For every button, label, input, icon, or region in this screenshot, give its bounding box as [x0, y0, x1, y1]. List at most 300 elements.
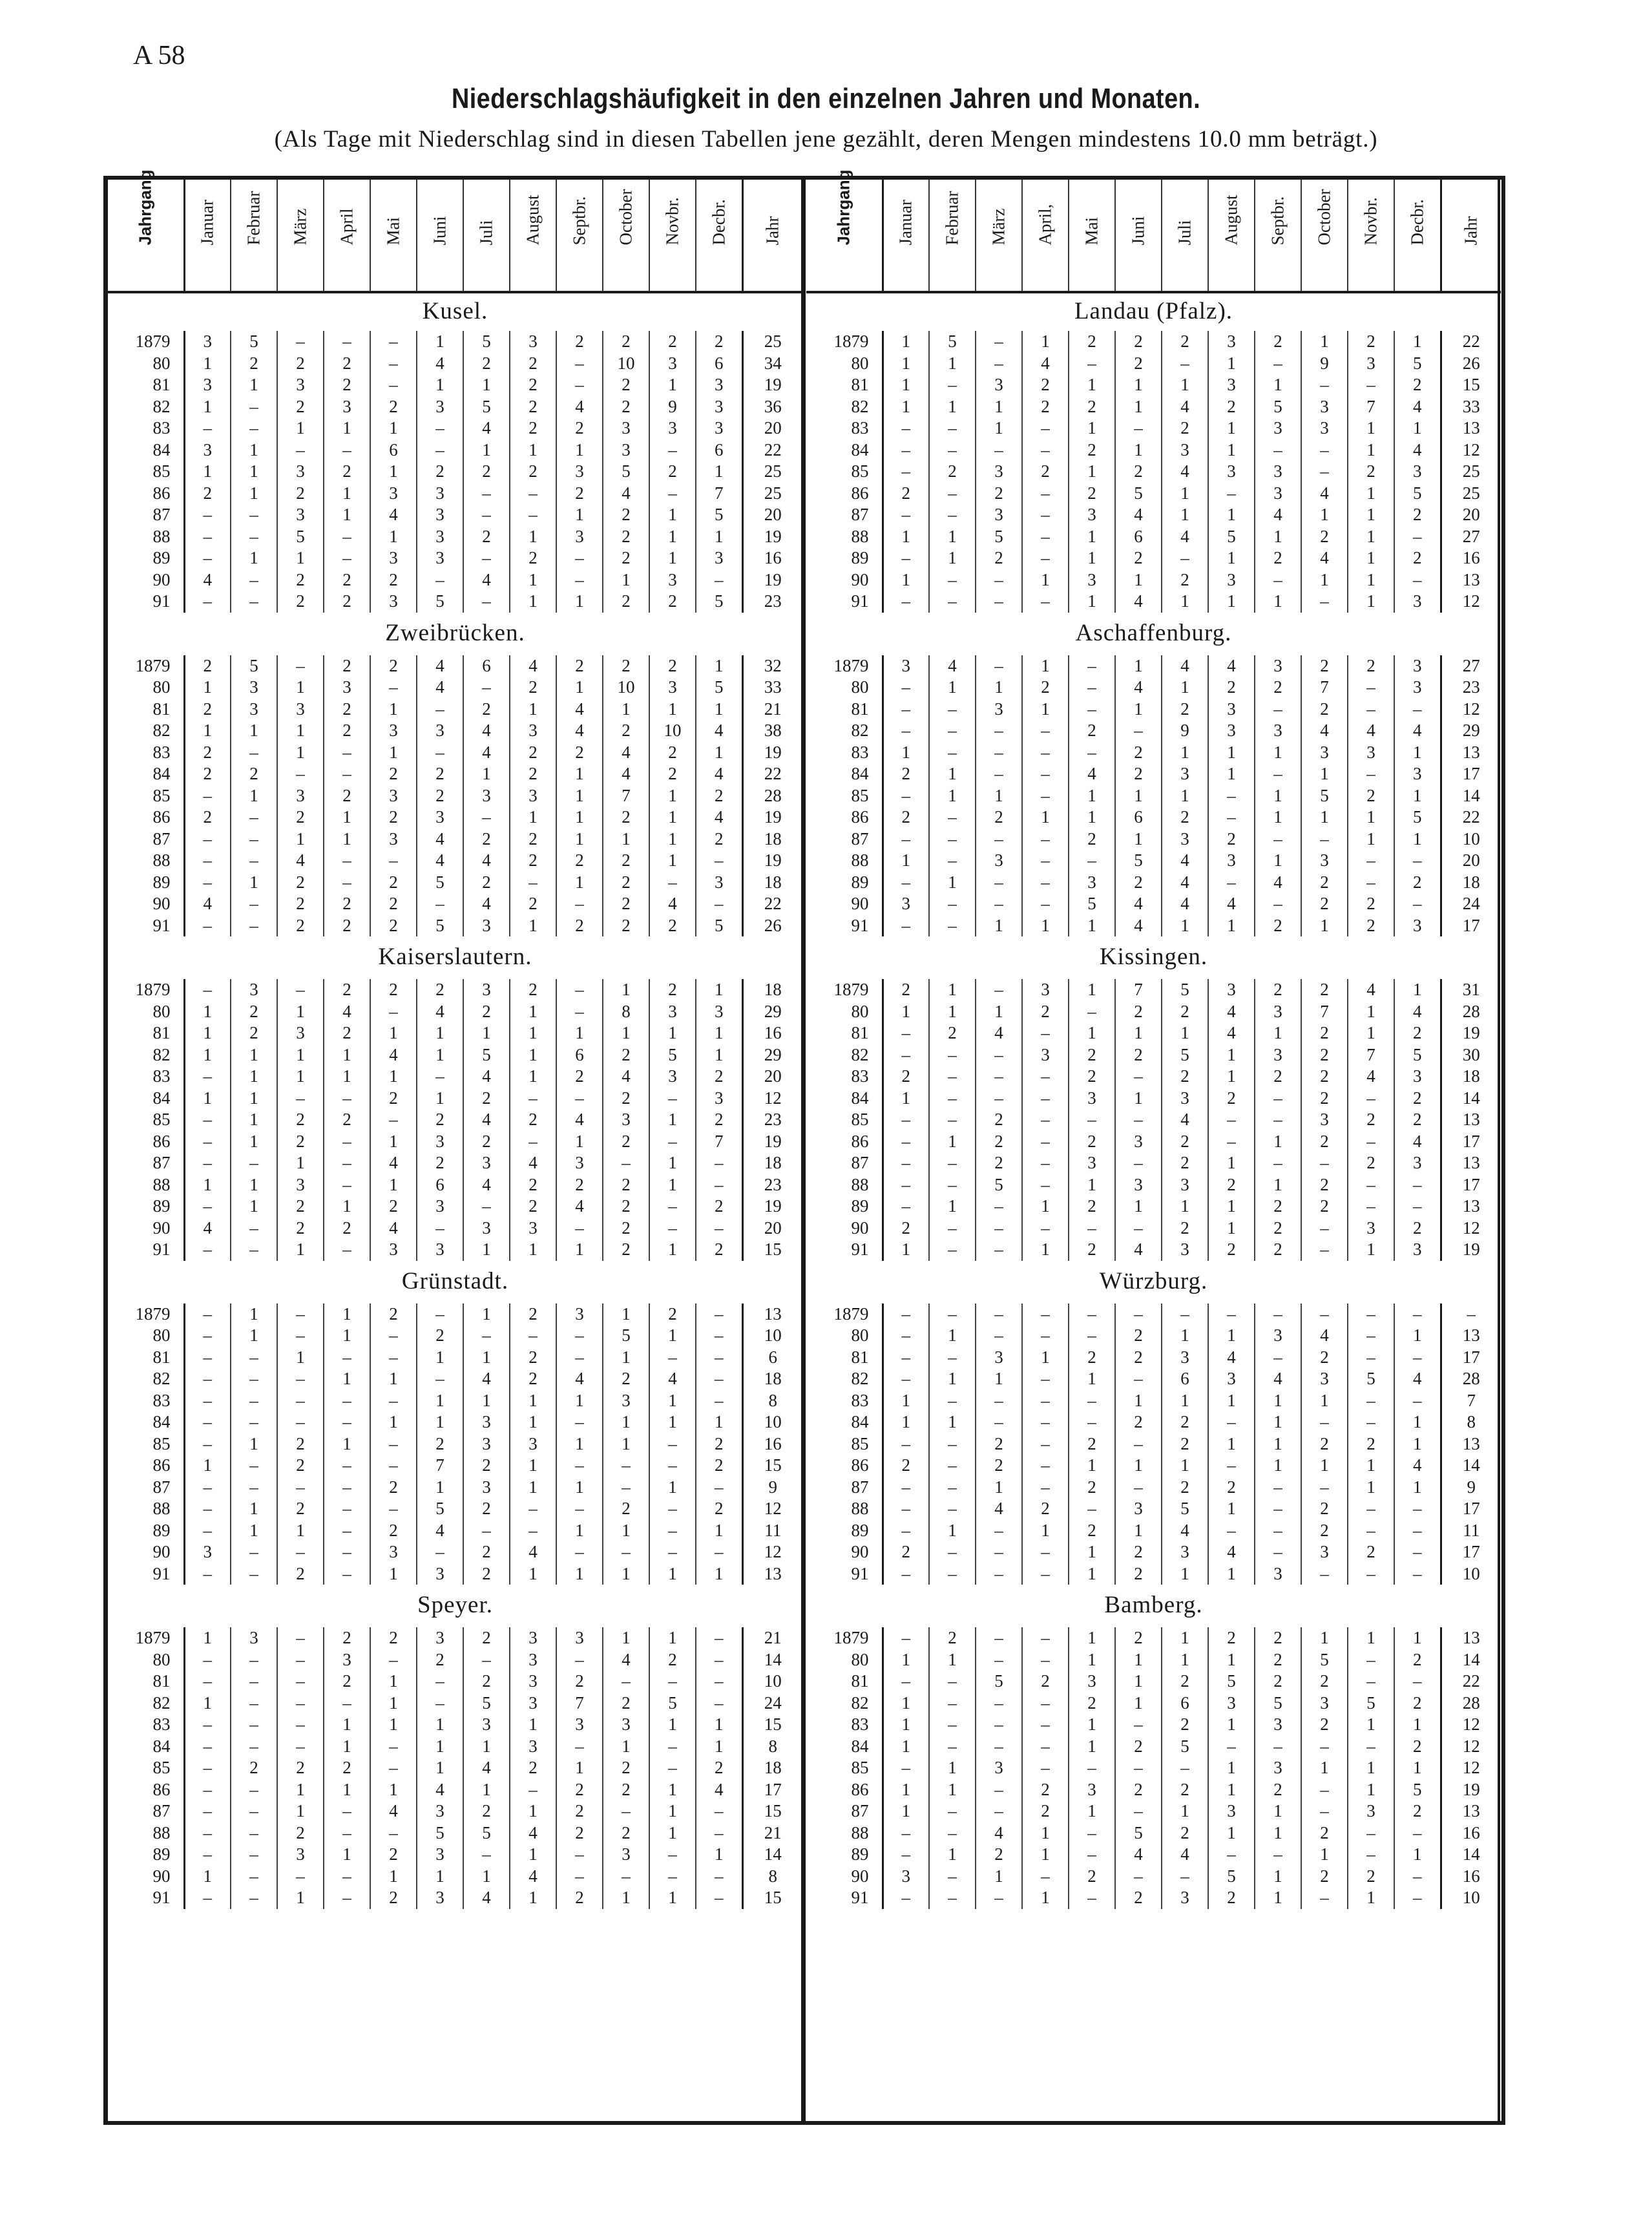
- month-value-cell: –: [231, 1671, 277, 1693]
- month-value-cell: –: [1394, 1303, 1441, 1325]
- month-value-cell: –: [929, 1693, 976, 1715]
- month-value-cell: 4: [1255, 1368, 1301, 1390]
- month-value-cell: –: [556, 1844, 603, 1866]
- month-value-cell: 3: [510, 1433, 556, 1455]
- month-value-cell: 1: [1069, 591, 1115, 613]
- month-value-cell: 5: [463, 1693, 510, 1715]
- month-value-cell: 2: [1255, 1196, 1301, 1218]
- month-value-cell: –: [883, 1303, 929, 1325]
- month-value-cell: 1: [696, 1022, 742, 1044]
- annual-total-cell: 8: [1467, 1412, 1476, 1431]
- month-value-cell: –: [1255, 1152, 1301, 1174]
- month-value-cell: 2: [1301, 1498, 1348, 1520]
- month-value-cell: 2: [1115, 547, 1162, 569]
- month-value-cell: 1: [277, 1800, 324, 1822]
- month-value-cell: 2: [1301, 1671, 1348, 1693]
- month-value-cell: 2: [929, 461, 976, 483]
- month-value-cell: –: [184, 1109, 231, 1131]
- month-value-cell: 2: [463, 1001, 510, 1023]
- month-value-cell: 4: [649, 1368, 696, 1390]
- month-value-cell: 1: [417, 1714, 463, 1736]
- annual-total-cell: 24: [1462, 894, 1480, 913]
- month-value-cell: 2: [1255, 915, 1301, 937]
- month-value-cell: 2: [696, 1757, 742, 1779]
- month-value-cell: 1: [883, 1001, 929, 1023]
- annual-total-cell: 9: [768, 1477, 777, 1497]
- month-value-cell: 3: [1069, 1779, 1115, 1801]
- month-value-cell: 5: [1115, 483, 1162, 505]
- annual-total-cell: 15: [764, 1240, 782, 1259]
- month-value-cell: 3: [1208, 699, 1255, 721]
- month-value-cell: 3: [1162, 1541, 1208, 1563]
- month-value-cell: 2: [184, 483, 231, 505]
- month-value-cell: –: [1348, 1498, 1394, 1520]
- month-value-cell: –: [324, 1152, 370, 1174]
- month-value-cell: 1: [976, 396, 1022, 418]
- month-value-cell: 4: [1208, 1022, 1255, 1044]
- month-value-cell: –: [1162, 547, 1208, 569]
- annual-total-cell: 10: [764, 1671, 782, 1691]
- month-value-cell: 4: [510, 1541, 556, 1563]
- month-value-cell: 2: [1022, 396, 1069, 418]
- month-value-cell: 2: [1348, 655, 1394, 677]
- month-value-cell: 2: [603, 1822, 649, 1844]
- table-row: [108, 1866, 802, 1888]
- table-row: [806, 1325, 1501, 1347]
- month-value-cell: –: [976, 1736, 1022, 1758]
- year-cell: 1879: [108, 979, 184, 1001]
- table-row: [108, 1693, 802, 1715]
- year-cell: 87: [806, 1152, 883, 1174]
- month-value-cell: –: [929, 699, 976, 721]
- month-value-cell: –: [1162, 1866, 1208, 1888]
- month-value-cell: –: [231, 828, 277, 850]
- month-value-cell: 5: [1162, 1736, 1208, 1758]
- month-value-cell: 4: [976, 1498, 1022, 1520]
- month-value-cell: –: [976, 1779, 1022, 1801]
- month-value-cell: 2: [1162, 1411, 1208, 1433]
- month-value-cell: 2: [1022, 1498, 1069, 1520]
- month-value-cell: –: [883, 872, 929, 894]
- month-value-cell: –: [463, 1844, 510, 1866]
- month-value-cell: –: [370, 1433, 417, 1455]
- month-value-cell: –: [556, 1218, 603, 1240]
- annual-total-cell: 14: [764, 1844, 782, 1864]
- month-value-cell: 2: [1115, 1736, 1162, 1758]
- month-value-cell: 2: [976, 1131, 1022, 1153]
- month-value-cell: 3: [1208, 374, 1255, 396]
- month-value-cell: 5: [696, 504, 742, 526]
- table-row: [108, 439, 802, 461]
- annual-total-cell: 26: [1462, 353, 1480, 373]
- month-value-cell: –: [1022, 1066, 1069, 1088]
- month-value-cell: 1: [976, 1866, 1022, 1888]
- month-value-cell: 1: [184, 461, 231, 483]
- month-value-cell: 1: [370, 1174, 417, 1196]
- month-value-cell: 1: [556, 591, 603, 613]
- year-cell: 84: [108, 439, 184, 461]
- month-value-cell: –: [649, 483, 696, 505]
- month-value-cell: 2: [1162, 1671, 1208, 1693]
- month-value-cell: 1: [231, 461, 277, 483]
- month-value-cell: –: [1022, 1433, 1069, 1455]
- year-cell: 86: [806, 483, 883, 505]
- page-subtitle: (Als Tage mit Niederschlag sind in diesen Tabellen jene gezählt, deren Mengen mindestens 10.0 mm beträgt.): [274, 126, 1378, 153]
- annual-total-cell: 13: [1462, 742, 1480, 762]
- month-value-cell: 2: [603, 331, 649, 353]
- month-value-cell: 1: [1348, 591, 1394, 613]
- month-value-cell: 2: [603, 374, 649, 396]
- month-value-cell: 1: [883, 850, 929, 872]
- month-value-cell: 1: [1162, 677, 1208, 699]
- month-value-cell: 3: [696, 872, 742, 894]
- year-cell: 1879: [806, 331, 883, 353]
- month-value-cell: 2: [510, 850, 556, 872]
- column-header-month-10: [1301, 180, 1348, 292]
- year-cell: 88: [108, 850, 184, 872]
- month-value-cell: 2: [1069, 396, 1115, 418]
- month-value-cell: –: [417, 417, 463, 439]
- month-value-cell: 1: [883, 569, 929, 591]
- month-value-cell: 3: [370, 547, 417, 569]
- table-row: [108, 1757, 802, 1779]
- month-value-cell: –: [976, 1390, 1022, 1412]
- month-value-cell: –: [1115, 1866, 1162, 1888]
- month-value-cell: 1: [370, 1671, 417, 1693]
- month-value-cell: 2: [370, 872, 417, 894]
- month-value-cell: –: [1208, 1109, 1255, 1131]
- annual-total-cell: 16: [1462, 1822, 1480, 1842]
- month-value-cell: 2: [510, 677, 556, 699]
- month-value-cell: 4: [1394, 439, 1441, 461]
- month-value-cell: 1: [510, 1066, 556, 1088]
- month-value-cell: 1: [696, 979, 742, 1001]
- annual-total-cell: 22: [764, 764, 782, 783]
- month-value-cell: 2: [1022, 1671, 1069, 1693]
- annual-total-cell: 14: [1462, 1649, 1480, 1669]
- month-value-cell: 2: [324, 374, 370, 396]
- month-value-cell: 3: [1301, 417, 1348, 439]
- month-value-cell: 4: [976, 1822, 1022, 1844]
- month-value-cell: 2: [510, 1368, 556, 1390]
- month-value-cell: –: [1162, 1757, 1208, 1779]
- month-value-cell: 1: [1022, 1520, 1069, 1542]
- table-row: [806, 1541, 1501, 1563]
- table-row: [108, 591, 802, 613]
- month-value-cell: 1: [184, 1022, 231, 1044]
- month-value-cell: 4: [556, 720, 603, 742]
- month-value-cell: 5: [463, 1044, 510, 1066]
- month-value-cell: –: [929, 591, 976, 613]
- month-value-cell: 1: [1115, 1693, 1162, 1715]
- month-value-cell: 1: [649, 785, 696, 807]
- month-value-cell: –: [324, 1131, 370, 1153]
- month-value-cell: –: [976, 1325, 1022, 1347]
- month-value-cell: 2: [510, 1174, 556, 1196]
- month-value-cell: 1: [417, 1477, 463, 1499]
- month-value-cell: 2: [603, 915, 649, 937]
- month-value-cell: 3: [1069, 1152, 1115, 1174]
- month-value-cell: 1: [603, 699, 649, 721]
- month-value-cell: –: [1208, 483, 1255, 505]
- year-cell: 91: [806, 1887, 883, 1909]
- month-value-cell: 2: [1255, 677, 1301, 699]
- month-value-cell: 2: [510, 396, 556, 418]
- month-value-cell: 3: [277, 1174, 324, 1196]
- month-value-cell: 1: [929, 1844, 976, 1866]
- month-value-cell: –: [929, 1541, 976, 1563]
- year-cell: 85: [806, 785, 883, 807]
- month-value-cell: –: [1301, 1239, 1348, 1261]
- year-cell: 90: [806, 1218, 883, 1240]
- table-row: [108, 1844, 802, 1866]
- month-value-cell: –: [929, 1714, 976, 1736]
- month-value-cell: –: [696, 1866, 742, 1888]
- year-cell: 90: [806, 1866, 883, 1888]
- month-value-cell: 1: [510, 1887, 556, 1909]
- year-cell: 81: [806, 374, 883, 396]
- month-value-cell: –: [184, 1131, 231, 1153]
- month-value-cell: 1: [231, 483, 277, 505]
- month-value-cell: 5: [277, 526, 324, 548]
- month-value-cell: –: [883, 417, 929, 439]
- month-value-cell: 2: [417, 1433, 463, 1455]
- annual-total-cell: 13: [1462, 1628, 1480, 1647]
- month-value-cell: –: [417, 1693, 463, 1715]
- month-value-cell: 4: [463, 720, 510, 742]
- month-value-cell: –: [696, 1541, 742, 1563]
- table-row: [806, 1109, 1501, 1131]
- month-value-cell: 1: [1115, 1649, 1162, 1671]
- month-value-cell: 2: [696, 1196, 742, 1218]
- month-value-cell: 1: [277, 1044, 324, 1066]
- year-cell: 88: [108, 1498, 184, 1520]
- month-value-cell: 3: [417, 396, 463, 418]
- month-value-cell: –: [324, 1347, 370, 1369]
- month-value-cell: –: [370, 1390, 417, 1412]
- table-row: [806, 1520, 1501, 1542]
- month-value-cell: 2: [603, 396, 649, 418]
- month-value-cell: 2: [277, 872, 324, 894]
- column-header-label: Jahr: [762, 216, 782, 245]
- month-value-cell: –: [1301, 828, 1348, 850]
- month-value-cell: –: [510, 1520, 556, 1542]
- year-cell: 88: [806, 850, 883, 872]
- month-value-cell: –: [883, 591, 929, 613]
- month-value-cell: –: [231, 1649, 277, 1671]
- month-value-cell: –: [1394, 1196, 1441, 1218]
- month-value-cell: –: [1208, 1520, 1255, 1542]
- month-value-cell: –: [324, 850, 370, 872]
- table-row: [806, 461, 1501, 483]
- month-value-cell: 2: [1115, 1779, 1162, 1801]
- month-value-cell: –: [1348, 1520, 1394, 1542]
- month-value-cell: 3: [417, 1196, 463, 1218]
- month-value-cell: 3: [603, 1390, 649, 1412]
- month-value-cell: 4: [463, 569, 510, 591]
- month-value-cell: 3: [463, 785, 510, 807]
- year-cell: 84: [806, 1736, 883, 1758]
- month-value-cell: –: [1348, 1649, 1394, 1671]
- month-value-cell: –: [696, 1390, 742, 1412]
- column-header-month-2: [231, 180, 277, 292]
- year-cell: 83: [806, 417, 883, 439]
- month-value-cell: 5: [1394, 807, 1441, 828]
- year-cell: 85: [108, 785, 184, 807]
- month-value-cell: 2: [1162, 1477, 1208, 1499]
- month-value-cell: 2: [1162, 1714, 1208, 1736]
- month-value-cell: –: [649, 439, 696, 461]
- month-value-cell: 1: [370, 1714, 417, 1736]
- month-value-cell: –: [1069, 1109, 1115, 1131]
- month-value-cell: 1: [649, 699, 696, 721]
- month-value-cell: –: [556, 1001, 603, 1023]
- station-heading-row: [806, 292, 1501, 331]
- month-value-cell: 3: [463, 1477, 510, 1499]
- table-row: [806, 872, 1501, 894]
- month-value-cell: –: [1022, 720, 1069, 742]
- month-value-cell: 2: [324, 1627, 370, 1649]
- month-value-cell: 2: [1208, 1088, 1255, 1110]
- month-value-cell: 1: [556, 1563, 603, 1585]
- annual-total-cell: 12: [1462, 1218, 1480, 1238]
- month-value-cell: 6: [370, 439, 417, 461]
- month-value-cell: –: [1348, 1563, 1394, 1585]
- month-value-cell: 4: [370, 1152, 417, 1174]
- annual-total-cell: 14: [1462, 1844, 1480, 1864]
- month-value-cell: 1: [976, 1001, 1022, 1023]
- month-value-cell: –: [696, 893, 742, 915]
- year-cell: 80: [806, 353, 883, 375]
- month-value-cell: 3: [277, 785, 324, 807]
- annual-total-cell: 13: [1462, 418, 1480, 438]
- month-value-cell: –: [231, 1152, 277, 1174]
- month-value-cell: 2: [1162, 569, 1208, 591]
- month-value-cell: 4: [463, 1066, 510, 1088]
- month-value-cell: 1: [1394, 742, 1441, 764]
- month-value-cell: –: [277, 1671, 324, 1693]
- month-value-cell: –: [184, 1800, 231, 1822]
- month-value-cell: 2: [976, 1455, 1022, 1477]
- month-value-cell: –: [929, 893, 976, 915]
- month-value-cell: 2: [883, 1066, 929, 1088]
- month-value-cell: 1: [417, 1866, 463, 1888]
- station-heading-cell: [108, 1261, 802, 1303]
- right-precipitation-table: [806, 169, 1501, 1909]
- month-value-cell: 1: [324, 1736, 370, 1758]
- month-value-cell: 5: [1162, 1498, 1208, 1520]
- table-row: [108, 785, 802, 807]
- month-value-cell: 1: [883, 1390, 929, 1412]
- month-value-cell: 2: [1022, 1800, 1069, 1822]
- month-value-cell: 4: [1301, 547, 1348, 569]
- month-value-cell: 4: [1255, 504, 1301, 526]
- month-value-cell: 4: [324, 1001, 370, 1023]
- month-value-cell: 4: [510, 1152, 556, 1174]
- month-value-cell: –: [277, 1866, 324, 1888]
- month-value-cell: 3: [649, 1001, 696, 1023]
- month-value-cell: 2: [1348, 915, 1394, 937]
- month-value-cell: 2: [324, 1109, 370, 1131]
- month-value-cell: 3: [370, 483, 417, 505]
- year-cell: 91: [806, 915, 883, 937]
- month-value-cell: 7: [696, 1131, 742, 1153]
- month-value-cell: 4: [370, 504, 417, 526]
- month-value-cell: –: [324, 1088, 370, 1110]
- month-value-cell: 3: [1162, 763, 1208, 785]
- month-value-cell: 2: [370, 1303, 417, 1325]
- month-value-cell: 3: [1208, 1800, 1255, 1822]
- month-value-cell: –: [556, 1347, 603, 1369]
- month-value-cell: 3: [1394, 763, 1441, 785]
- month-value-cell: 1: [696, 1411, 742, 1433]
- year-cell: 88: [108, 1822, 184, 1844]
- annual-total-cell: 22: [1462, 807, 1480, 827]
- annual-total-cell: 8: [768, 1736, 777, 1756]
- table-row: [806, 1303, 1501, 1325]
- month-value-cell: 2: [1394, 547, 1441, 569]
- annual-total-cell: –: [1467, 1303, 1476, 1324]
- month-value-cell: 3: [463, 1714, 510, 1736]
- table-row: [108, 893, 802, 915]
- month-value-cell: –: [929, 483, 976, 505]
- month-value-cell: 1: [883, 353, 929, 375]
- year-cell: 89: [806, 547, 883, 569]
- year-cell: 1879: [806, 1303, 883, 1325]
- month-value-cell: –: [324, 1477, 370, 1499]
- month-value-cell: 1: [696, 1563, 742, 1585]
- month-value-cell: 5: [1208, 1866, 1255, 1888]
- month-value-cell: 1: [510, 1563, 556, 1585]
- month-value-cell: 1: [1069, 1563, 1115, 1585]
- month-value-cell: –: [976, 1693, 1022, 1715]
- month-value-cell: –: [649, 1455, 696, 1477]
- year-cell: 81: [806, 1022, 883, 1044]
- month-value-cell: 2: [556, 1887, 603, 1909]
- month-value-cell: 3: [417, 720, 463, 742]
- month-value-cell: 2: [883, 807, 929, 828]
- month-value-cell: 1: [1208, 1822, 1255, 1844]
- month-value-cell: 4: [1208, 1347, 1255, 1369]
- column-header-jahrgang: [806, 169, 883, 292]
- month-value-cell: 1: [1022, 807, 1069, 828]
- month-value-cell: 3: [1394, 461, 1441, 483]
- month-value-cell: –: [463, 1520, 510, 1542]
- month-value-cell: 2: [556, 1174, 603, 1196]
- month-value-cell: –: [696, 569, 742, 591]
- month-value-cell: –: [1208, 1411, 1255, 1433]
- month-value-cell: 4: [603, 1649, 649, 1671]
- month-value-cell: 1: [1301, 1390, 1348, 1412]
- table-row: [108, 1800, 802, 1822]
- month-value-cell: 1: [1255, 850, 1301, 872]
- month-value-cell: –: [1301, 591, 1348, 613]
- month-value-cell: 2: [1301, 699, 1348, 721]
- left-header-row: [108, 180, 802, 292]
- station-heading-cell: [806, 613, 1501, 655]
- month-value-cell: 2: [556, 1800, 603, 1822]
- annual-total-cell: 19: [764, 526, 782, 546]
- annual-total-cell: 19: [764, 1131, 782, 1151]
- month-value-cell: –: [1022, 1303, 1069, 1325]
- station-name: Aschaffenburg.: [1075, 619, 1232, 646]
- month-value-cell: 2: [1115, 872, 1162, 894]
- column-header-month-4: [324, 180, 370, 292]
- month-value-cell: –: [1069, 655, 1115, 677]
- month-value-cell: –: [883, 1022, 929, 1044]
- year-cell: 90: [806, 1541, 883, 1563]
- month-value-cell: 2: [696, 785, 742, 807]
